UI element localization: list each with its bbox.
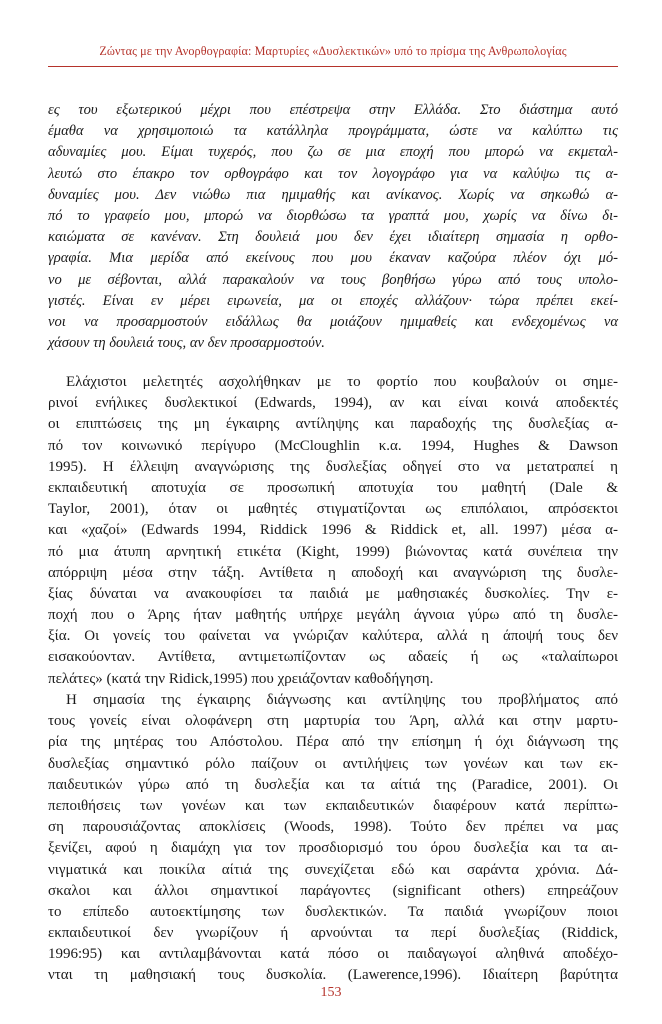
paragraph-line: σκαλοι και άλλοι σημαντικοί παράγοντες (significant others) επηρεάζουν (48, 882, 618, 899)
paragraph-line: ρινοί ενήλικες δυσλεκτικοί (Edwards, 1994), αν και είναι κοινά αποδεκτές (48, 395, 618, 412)
paragraph-line: και «χαζοί» (Edwards 1994, Riddick 1996 & Riddick et, all. 1997) μέσα α- (48, 522, 618, 539)
paragraph-line: εισακούονταν. Αντίθετα, αντιμετωπίζονταν ως αδαείς ή ως «ταλαίπωροι (48, 649, 618, 666)
paragraph-line: ξίας δύναται να ανακουφίσει τα παιδιά με μαθησιακές δυσκολίες. Την ε- (48, 585, 618, 602)
paragraph-line: ση παρουσιάζοντας αποκλίσεις (Woods, 1998). Τούτο δεν πρέπει να μας (48, 819, 618, 836)
paragraph-line: νται τη μαθησιακή τους δυσκολία. (Lawerence,1996). Ιδιαίτερη βαρύτητα (48, 967, 618, 984)
quote-line: γραφία. Μια μερίδα από εκείνους που μου έκαναν καζούρα πλέον όχι μό- (48, 250, 618, 267)
paragraph-line: Ελάχιστοι μελετητές ασχολήθηκαν με το φορτίο που κουβαλούν οι σημε- (66, 374, 618, 390)
quote-line: πό το γραφείο μου, μπορώ να διορθώσω τα γραπτά μου, χωρίς να δίνω δι- (48, 207, 618, 224)
paragraph-line: πεποιθήσεις των γονέων και των εκπαιδευτικών διαφέρουν κατά περίπτω- (48, 797, 618, 814)
paragraph-line: εκπαιδευτικοί δεν γνωρίζουν ή αρνούνται τα περί δυσλεξίας (Riddick, (48, 925, 618, 942)
paragraph-line: παιδευτικών γύρω από τη δυσλεξία και τα αίτιά της (Paradice, 2001). Οι (48, 776, 618, 793)
block-quote (48, 100, 618, 354)
quote-line: λευτώ στο έπακρο τον ορθογράφο και τον λογογράφο για να καλύψω τις α- (48, 165, 618, 182)
quote-line: γιστές. Είναι εν μέρει ειρωνεία, μα οι εποχές αλλάζουν· τώρα πρέπει εκεί- (48, 292, 618, 309)
body-paragraph-2 (48, 690, 618, 987)
paragraph-line: τους γονείς είναι ολοφάνερη στη μαρτυρία του Άρη, αλλά και στην μαρτυ- (48, 713, 618, 730)
page-number: 153 (320, 985, 342, 1000)
paragraph-line: το επίπεδο αυτοεκτίμησης των δυσλεκτικών. Τα παιδιά γνωρίζουν ποιοι (48, 903, 618, 920)
paragraph-line: οι επιπτώσεις της μη έγκαιρης αντίληψης και παραδοχής της δυσλεξίας α- (48, 416, 618, 433)
quote-line: νοι να προσαρμοστούν ειδάλλως θα μοιάζουν ημιμαθείς και ενδεχομένως να (48, 313, 618, 330)
paragraph-line: Taylor, 2001), όταν οι μαθητές στιγματίζονται ως επιπόλαιοι, απρόσεκτοι (48, 501, 618, 518)
quote-line: έμαθα να χρησιμοποιώ τα κατάλληλα προγράμματα, ώστε να καλύπτω τις (48, 123, 618, 140)
running-head: Ζώντας με την Ανορθογραφία: Μαρτυρίες «Δυσλεκτικών» υπό το πρίσμα της Ανθρωπολογίας (99, 44, 567, 58)
quote-line: χάσουν τη δουλειά τους, αν δεν προσαρμοστούν. (48, 335, 325, 352)
quote-line: νο με σέβονται, αλλά παρακαλούν να τους βοηθήσω γύρω από τους υπολο- (48, 271, 618, 288)
paragraph-line: ποχή που ο Άρης ήταν μαθητής υπήρχε μεγάλη άγνοια γύρω από τη δυσλε- (48, 607, 618, 624)
paragraph-line: ξία. Οι γονείς του φαίνεται να γνώριζαν καλύτερα, αλλά η άποψή τους δεν (48, 628, 618, 645)
paragraph-line: δυσλεξίας σημαντικό ρόλο παίζουν οι αντιλήψεις των γονέων και των εκ- (48, 755, 618, 772)
paragraph-line: πό τον κοινωνικό περίγυρο (McCloughlin κ.α. 1994, Hughes & Dawson (48, 437, 618, 454)
paragraph-line: νιγματικά και ποικίλα αίτιά της συνεχίζεται εδώ και σαράντα χρόνια. Δά- (48, 861, 618, 878)
paragraph-line: πό μια άτυπη αρνητική ετικέτα (Kight, 1999) βιώνοντας κατά συνέπεια την (48, 543, 618, 560)
quote-line: δυναμίες μου. Δεν νιώθω πια ημιμαθής και ανίκανος. Χωρίς να σηκωθώ α- (48, 186, 618, 203)
paragraph-line: 1995). Η έλλειψη αναγνώρισης της δυσλεξίας οδηγεί στο να μετατραπεί η (48, 458, 618, 475)
quote-line: αδυναμίες μου. Είμαι τυχερός, που ζω σε μια εποχή που μπορώ να εκμεταλ- (48, 144, 618, 161)
paragraph-line: απόρριψη μέσα στην τάξη. Αντίθετα η αποδοχή και αναγνώριση της δυσλε- (48, 564, 618, 581)
quote-line: ες του εξωτερικού μέχρι που επέστρεψα στην Ελλάδα. Στο διάστημα αυτό (48, 102, 618, 118)
body-paragraph-1 (48, 372, 618, 690)
paragraph-line: πελάτες» (κατά την Ridick,1995) που χρειάζονταν καθοδήγηση. (48, 670, 434, 687)
quote-line: καιώματα σε κανέναν. Στη δουλειά μου δεν έχει ιδιαίτερη σημασία η ορθο- (48, 229, 618, 246)
paragraph-line: εκπαιδευτική αποτυχία σε προσωπική αποτυχία του μαθητή (Dale & (48, 479, 618, 496)
running-head-rule (48, 66, 618, 67)
paragraph-line: 1996:95) και αντιλαμβάνονται κατά πόσο οι παιδαγωγοί αληθινά αποδέχο- (48, 946, 618, 963)
paragraph-line: ρία της μητέρας του Απόστολου. Πέρα από την επίσημη ή όχι διάγνωση της (48, 734, 618, 751)
paragraph-line: ξενίζει, αφού η διαμάχη για τον προσδιορισμό του όρου δυσλεξία και τα αι- (48, 840, 618, 857)
paragraph-line: Η σημασία της έγκαιρης διάγνωσης και αντίληψης του προβλήματος από (66, 692, 618, 708)
